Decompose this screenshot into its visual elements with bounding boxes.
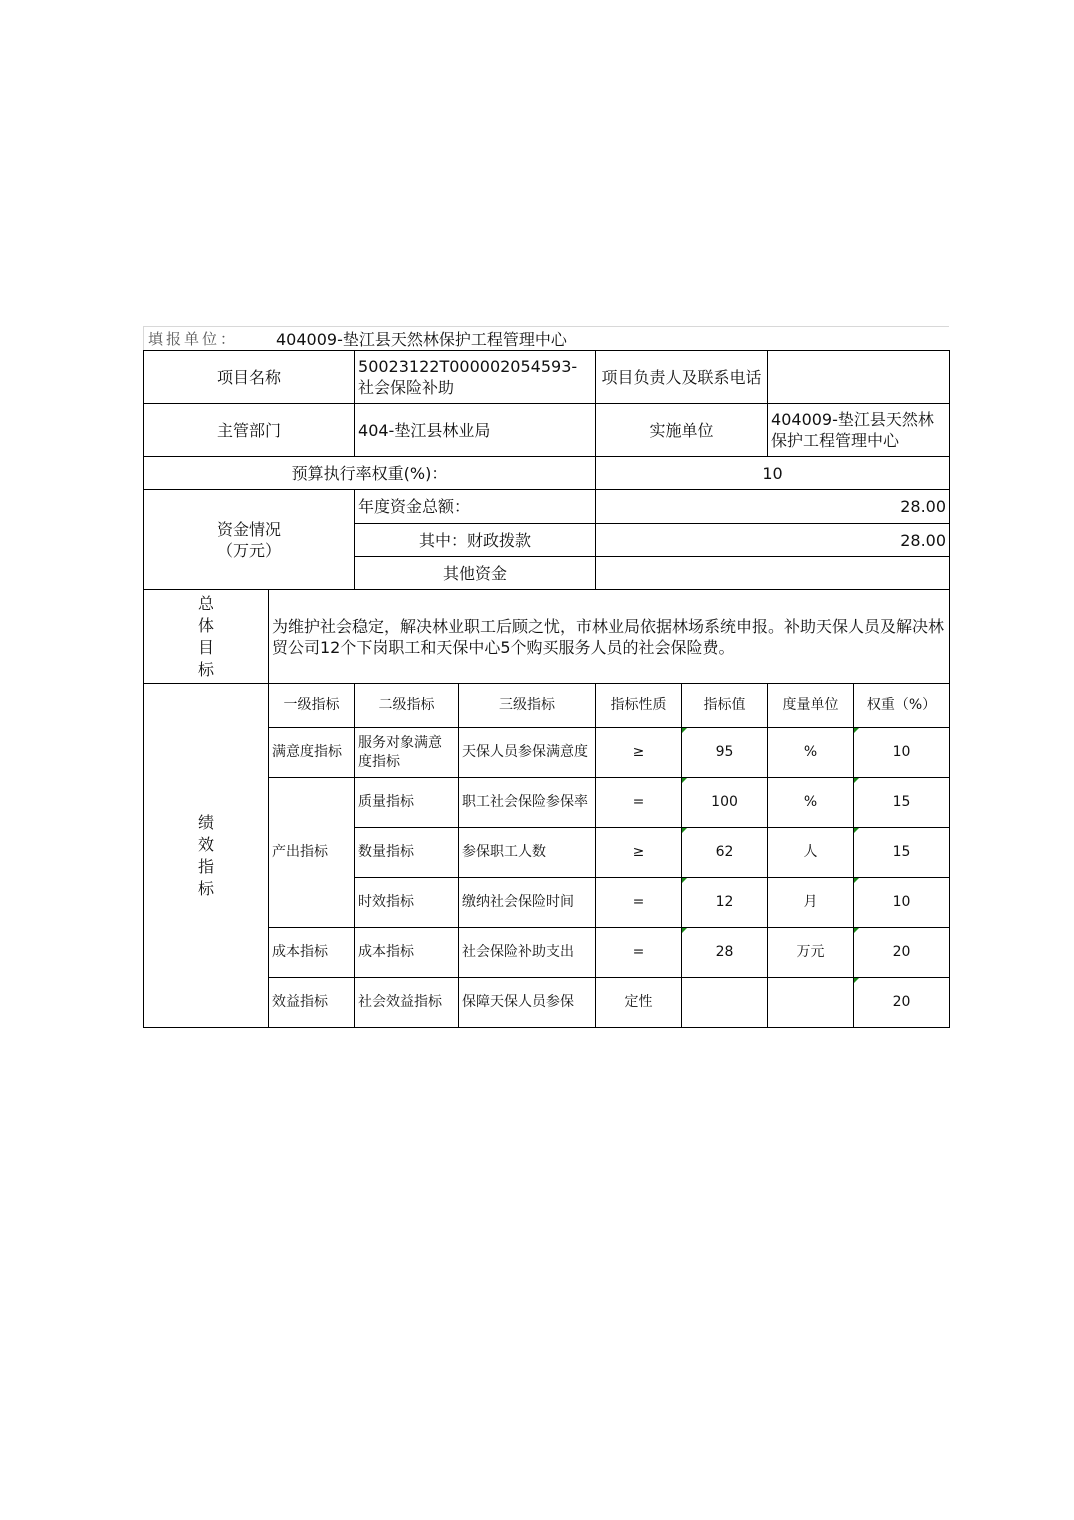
performance-label-char: 绩 [197,812,214,832]
column-header: 二级指标 [355,684,459,728]
indicator-nature: = [596,878,682,928]
indicator-value: 95 [682,728,768,778]
funds-label-cell [144,490,355,590]
measure-unit: 人 [768,828,854,878]
goal-label-char: 体 [197,615,214,635]
level2-indicator: 社会效益指标 [355,978,459,1028]
performance-label [144,684,269,1028]
goal-label-char: 目 [197,637,214,657]
level2-indicator: 时效指标 [355,878,459,928]
filler-unit-label: 填报单位： [148,330,239,348]
level3-indicator: 保障天保人员参保 [459,978,596,1028]
indicator-value: 12 [682,878,768,928]
indicator-weight: 15 [854,828,950,878]
indicator-weight: 10 [854,878,950,928]
level2-indicator: 服务对象满意度指标 [355,728,459,778]
funds-fiscal-value: 28.00 [596,524,950,557]
implementing-unit-value: 404009-垫江县天然林保护工程管理中心 [768,404,950,457]
level3-indicator: 社会保险补助支出 [459,928,596,978]
column-header: 一级指标 [269,684,355,728]
department-label: 主管部门 [144,404,355,457]
filler-unit-value: 404009-垫江县天然林保护工程管理中心 [276,330,567,349]
indicator-nature: ≥ [596,728,682,778]
level3-indicator: 参保职工人数 [459,828,596,878]
goal-label [144,590,269,684]
funds-total-row [144,490,950,524]
level2-indicator: 质量指标 [355,778,459,828]
column-header: 权重（%） [854,684,950,728]
indicator-value: 100 [682,778,768,828]
performance-target-table [143,350,950,1028]
column-header: 指标值 [682,684,768,728]
project-name-row [144,351,950,404]
goal-label-char: 标 [197,659,214,679]
indicator-value: 28 [682,928,768,978]
level1-indicator: 产出指标 [269,778,355,928]
budget-weight-value: 10 [596,457,950,490]
indicator-nature: ≥ [596,828,682,878]
project-name-value: 50023122T000002054593-社会保险补助 [355,351,596,404]
project-leader-label: 项目负责人及联系电话 [596,351,768,404]
level1-indicator: 满意度指标 [269,728,355,778]
level3-indicator: 缴纳社会保险时间 [459,878,596,928]
project-leader-value [768,351,950,404]
level2-indicator: 成本指标 [355,928,459,978]
weight-row [144,457,950,490]
funds-total-label: 年度资金总额： [355,490,596,524]
measure-unit: 月 [768,878,854,928]
indicator-nature: = [596,778,682,828]
measure-unit: % [768,728,854,778]
performance-label-char: 标 [197,878,214,898]
column-header: 度量单位 [768,684,854,728]
indicator-weight: 20 [854,928,950,978]
department-value: 404-垫江县林业局 [355,404,596,457]
level1-indicator: 成本指标 [269,928,355,978]
column-header: 指标性质 [596,684,682,728]
performance-label-char: 指 [197,856,214,876]
indicator-value: 62 [682,828,768,878]
level3-indicator: 职工社会保险参保率 [459,778,596,828]
goal-row [144,590,950,684]
measure-unit: 万元 [768,928,854,978]
indicator-weight: 10 [854,728,950,778]
indicator-value [682,978,768,1028]
level3-indicator: 天保人员参保满意度 [459,728,596,778]
performance-label-char: 效 [197,834,214,854]
measure-unit [768,978,854,1028]
column-header: 三级指标 [459,684,596,728]
indicator-nature: 定性 [596,978,682,1028]
department-row [144,404,950,457]
funds-fiscal-label: 其中：财政拨款 [355,524,596,557]
indicator-nature: = [596,928,682,978]
filler-row [143,326,949,350]
level1-indicator: 效益指标 [269,978,355,1028]
budget-weight-label: 预算执行率权重(%)： [144,457,596,490]
funds-total-value: 28.00 [596,490,950,524]
indicator-header-row [144,684,950,728]
goal-text: 为维护社会稳定，解决林业职工后顾之忧，市林业局依据林场系统申报。补助天保人员及解决林贸公司12个下岗职工和天保中心5个购买服务人员的社会保险费。 [269,590,950,684]
indicator-weight: 15 [854,778,950,828]
funds-other-value [596,557,950,590]
indicator-weight: 20 [854,978,950,1028]
project-name-label: 项目名称 [144,351,355,404]
funds-other-label: 其他资金 [355,557,596,590]
implementing-unit-label: 实施单位 [596,404,768,457]
level2-indicator: 数量指标 [355,828,459,878]
budget-sheet [143,326,949,1028]
funds-unit: （万元） [217,540,282,560]
measure-unit: % [768,778,854,828]
goal-label-char: 总 [197,593,214,613]
funds-label: 资金情况 [217,519,282,539]
